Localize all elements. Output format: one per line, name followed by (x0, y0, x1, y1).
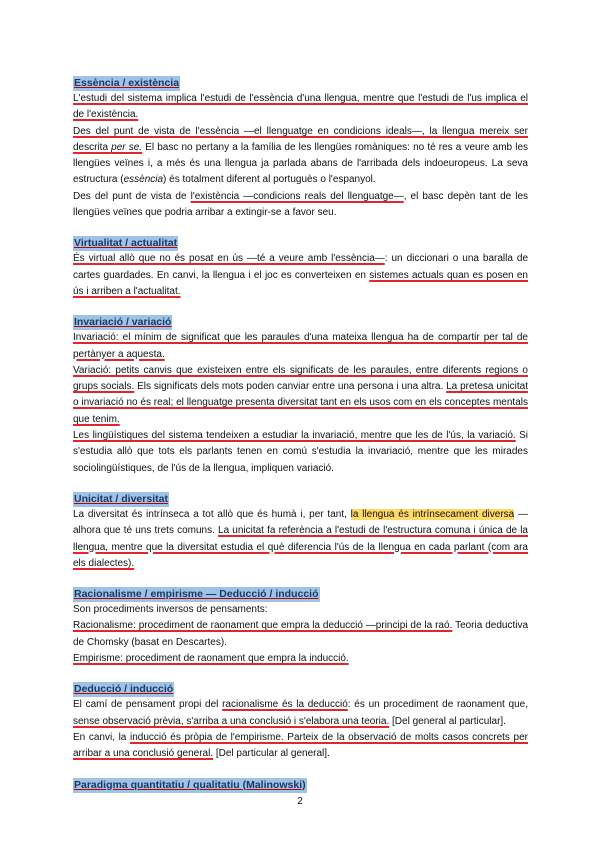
text-run: La unicitat fa referència a l'estudi de l'estructura comuna i única de la llengua, mentre que la diversitat estudia el què diferencia l'ús de la llengua en cada parlant (com ara els dialectes). (73, 525, 528, 569)
text-run: Invariació: el mínim de significat que les paraules d'una mateixa llengua ha de compartir per tal de pertànyer a aquesta. (73, 332, 528, 360)
paragraph (73, 697, 528, 730)
paragraph (73, 189, 528, 222)
text-run: sense observació prèvia, s'arriba a una conclusió i s'elabora una teoria. (73, 715, 390, 727)
section-heading: Virtualitat / actualitat (74, 237, 178, 250)
text-run: Des del punt de vista de (73, 190, 191, 202)
section-heading: Unicitat / diversitat (74, 492, 168, 505)
text-run: per se. (111, 141, 143, 153)
text-run: El basc no pertany a la família de les llengües romàniques: no té res a veure amb les llengües veïnes i, a més és una llengua ja parlada abans de l'arribada dels indoeuropeus. La seva estructura ( (73, 141, 529, 186)
paragraph (73, 507, 528, 572)
section-heading: Deducció / inducció (74, 683, 174, 696)
text-run: [Del general al particular]. (389, 715, 506, 727)
text-run: Son procediments inversos de pensaments: (73, 604, 268, 616)
text-run: Les lingüístiques del sistema tendeixen a estudiar la invariació, mentre que les de l'ús, la variació. (73, 430, 516, 442)
text-run: sistemes actuals quan es posen en ús i arriben a l'actualitat. (73, 269, 528, 297)
section (73, 233, 528, 300)
paragraph (73, 602, 528, 618)
text-run: allò que no és posat en ús —té a veure amb l'essència— (115, 253, 385, 265)
text-run: racionalisme és la deducció (222, 699, 348, 711)
text-run: Des del punt de vista de l'essència —el llenguatge en condicions ideals—, la llengua mereix ser descrita (73, 125, 528, 153)
section (73, 73, 528, 221)
paragraph (73, 91, 528, 124)
section-heading: Racionalisme / empirisme — Deducció / inducció (74, 588, 319, 601)
text-run: Teoria deductiva de Chomsky (basat en Descartes). (73, 620, 529, 648)
section-heading: Invariació / variació (74, 316, 172, 329)
paragraph (73, 618, 528, 651)
text-run: En canvi, la (73, 731, 130, 743)
text-run: : és un procediment de raonament que, (347, 699, 529, 711)
text-run: : un diccionari o una baralla de cartes guardades. En canvi, la llengua i el joc es converteixen en (73, 253, 529, 281)
section (73, 775, 528, 793)
text-run: l'existència —condicions reals del llenguatge— (190, 190, 404, 202)
text-run: La pretesa unicitat o invariació no és real; el llenguatge presenta diversitat tant en els usos com en els conceptes mentals que tenim. (73, 381, 529, 425)
text-run: Empirisme: procediment de raonament que empra la inducció. (73, 653, 349, 665)
text-run: la llengua és intrínsecament diversa (350, 508, 515, 520)
text-run: essència (123, 174, 164, 186)
section (73, 312, 528, 477)
text-run: Els significats dels mots poden canviar entre una persona i una altra. (134, 381, 447, 393)
text-run: —alhora que té uns trets comuns. (73, 508, 529, 537)
document-page (73, 73, 528, 805)
text-run: És virtual (73, 253, 116, 265)
text-run: Racionalisme: procediment de raonament que empra la deducció —principi de la raó. (73, 620, 453, 632)
section (73, 679, 528, 762)
text-run: La diversitat és intrínseca a tot allò que és humà i, per tant, (73, 508, 351, 520)
section (73, 489, 528, 572)
paragraph (73, 251, 528, 300)
text-run: Si s'estudia allò que tots els parlants tenen en comú s'estudia la invariació, mentre que les mirades sociolingüístiques, de l'ús de la llengua, impliquen variació. (73, 430, 529, 474)
paragraph (73, 651, 528, 667)
paragraph (73, 730, 528, 763)
section-heading: Paradigma quantitatiu / qualitatiu (Malinowski) (74, 778, 306, 791)
section-heading: Essència / existència (74, 77, 180, 89)
paragraph (73, 363, 528, 428)
text-run: ) és totalment diferent al portuguès o l'espanyol. (163, 174, 376, 186)
page-number: 2 (297, 796, 303, 807)
section (73, 584, 528, 667)
paragraph (73, 124, 528, 189)
paragraph (73, 330, 528, 363)
text-run: El camí de pensament propi del (73, 699, 223, 711)
text-run: Variació: petits canvis que existeixen entre els significats de les paraules, entre diferents regions o grups socials. (73, 364, 528, 393)
text-run: L'estudi del sistema implica l'estudi de l'essència d'una llengua, mentre que l'estudi de l'us implica el de l'existència. (73, 93, 528, 121)
text-run: [Del particular al general]. (213, 748, 330, 760)
text-run: inducció és pròpia de l'empirisme. Parteix de la observació de molts casos concrets per arribar a una conclusió general. (73, 731, 528, 760)
text-run: , el basc depèn tant de les llengües veïnes que podria arribar a extingir-se a favor seu. (73, 190, 529, 219)
paragraph (73, 428, 528, 477)
